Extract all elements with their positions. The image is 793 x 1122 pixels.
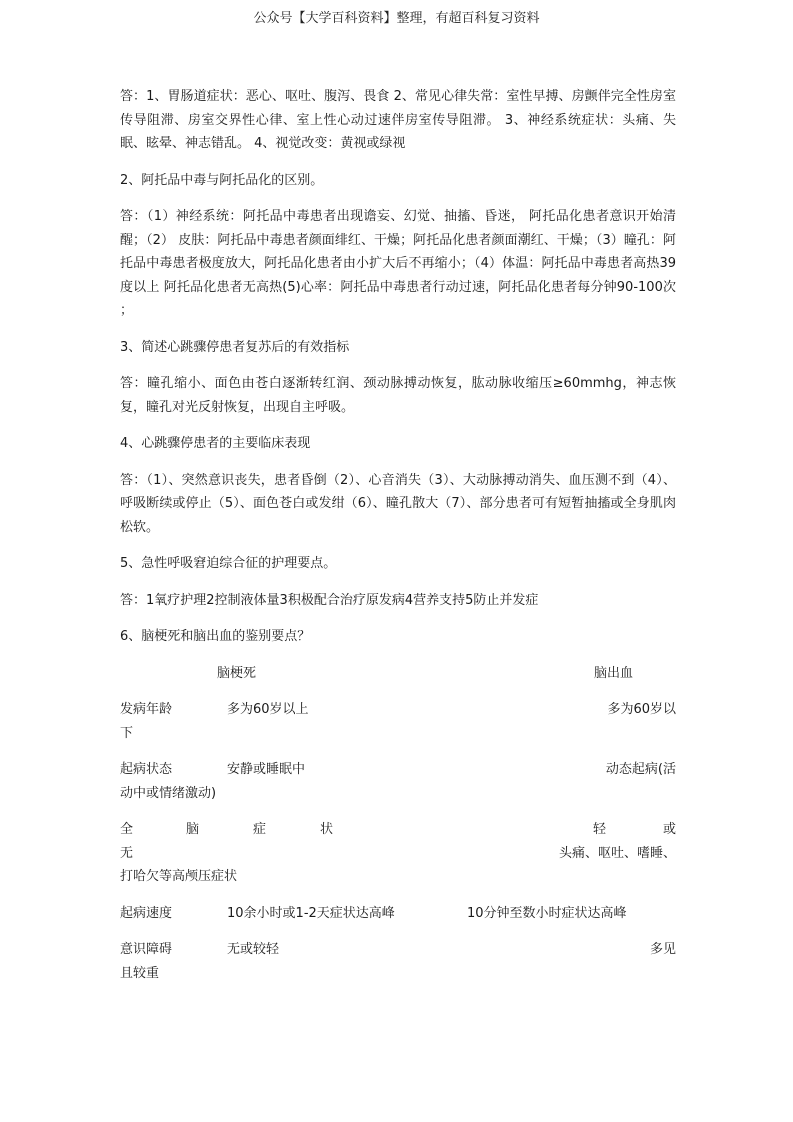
row-label: 意识障碍 (120, 942, 173, 957)
cell-hemorrhage-wrap-2: 打哈欠等高颅压症状 (120, 869, 238, 884)
table-row (120, 938, 676, 985)
cell-hemorrhage-wrap: 头痛、呕吐、嗜睡、 (558, 845, 676, 861)
cell-infarction: 10余小时或1-2天症状达高峰 (227, 905, 395, 921)
cell-hemorrhage: 多见 (649, 942, 676, 957)
table-row (120, 698, 676, 745)
table-row (120, 758, 676, 805)
answer-5: 答：1氧疗护理2控制液体量3积极配合治疗原发病4营养支持5防止并发症 (120, 592, 539, 608)
page-header: 公众号【大学百科资料】整理，有超百科复习资料 (253, 11, 540, 26)
cell-infarction: 无或较轻 (227, 942, 280, 957)
cell-infarction: 安静或睡眠中 (227, 762, 306, 777)
col-header-infarction: 脑梗死 (217, 665, 257, 681)
question-5: 5、急性呼吸窘迫综合征的护理要点。 (120, 556, 337, 571)
question-2: 2、阿托品中毒与阿托品化的区别。 (120, 172, 324, 188)
cell-hemorrhage-wrap: 动中或情绪激动) (120, 785, 217, 801)
cell-infarction: 轻 (593, 822, 607, 837)
question-4: 4、心跳骤停患者的主要临床表现 (120, 436, 311, 451)
document-body (120, 85, 676, 985)
cell-hemorrhage: 动态起病(活 (605, 762, 676, 777)
table-row (120, 818, 676, 889)
table-row (120, 902, 676, 926)
cell-hemorrhage: 多为60岁以 (607, 702, 676, 717)
row-label-char: 状 (320, 822, 334, 837)
row-label-char: 脑 (186, 822, 200, 837)
cell-hemorrhage-wrap: 下 (120, 725, 134, 741)
row-label-char: 症 (253, 822, 267, 837)
answer-2: 答：（1）神经系统：阿托品中毒患者出现谵妄、幻觉、抽搐、昏迷， 阿托品化患者意识开始清醒；（2） 皮肤：阿托品中毒患者颜面绯红、干燥；阿托品化患者颜面潮红、干燥；（3）瞳孔：阿托品中毒患者极度放大，阿托品化患者由小扩大后不再缩小；（4）体温：阿托品中毒患者高热39度以上 阿托品化患者无高热(5)心率：阿托品中毒患者行动过速，阿托品化患者每分钟90-100次 ； (120, 209, 676, 318)
answer-4: 答：（1）、突然意识丧失，患者昏倒（2）、心音消失（3）、大动脉搏动消失、血压测不到（4）、呼吸断续或停止（5）、面色苍白或发绀（6）、瞳孔散大（7）、部分患者可有短暂抽搐或全身肌肉松软。 (120, 472, 676, 535)
cell-hemorrhage-wrap: 且较重 (120, 965, 160, 981)
question-6: 6、脑梗死和脑出血的鉴别要点？ (120, 629, 311, 644)
question-3: 3、简述心跳骤停患者复苏后的有效指标 (120, 339, 350, 355)
cell-hemorrhage: 或 (662, 822, 676, 837)
answer-3: 答：瞳孔缩小、面色由苍白逐渐转红润、颈动脉搏动恢复，肱动脉收缩压≥60mmhg，神志恢复，瞳孔对光反射恢复，出现自主呼吸。 (120, 376, 676, 415)
row-label-char: 全 (120, 822, 134, 837)
answer-1: 答：1、胃肠道症状：恶心、呕吐、腹泻、畏食 2、常见心律失常：室性早搏、房颤伴完全性房室传导阻滞、房室交界性心律、室上性心动过速伴房室传导阻滞。 3、神经系统症状：头痛、失眠、眩晕、神志错乱。 4、视觉改变：黄视或绿视 (120, 89, 676, 151)
col-header-hemorrhage: 脑出血 (594, 665, 634, 681)
cell-infarction: 多为60岁以上 (227, 702, 309, 717)
cell-infarction-wrap: 无 (120, 845, 134, 861)
table-header (120, 662, 676, 686)
row-label: 起病状态 (120, 762, 173, 777)
row-label: 发病年龄 (120, 702, 173, 717)
cell-hemorrhage: 10分钟至数小时症状达高峰 (467, 905, 627, 921)
row-label: 起病速度 (120, 905, 173, 921)
